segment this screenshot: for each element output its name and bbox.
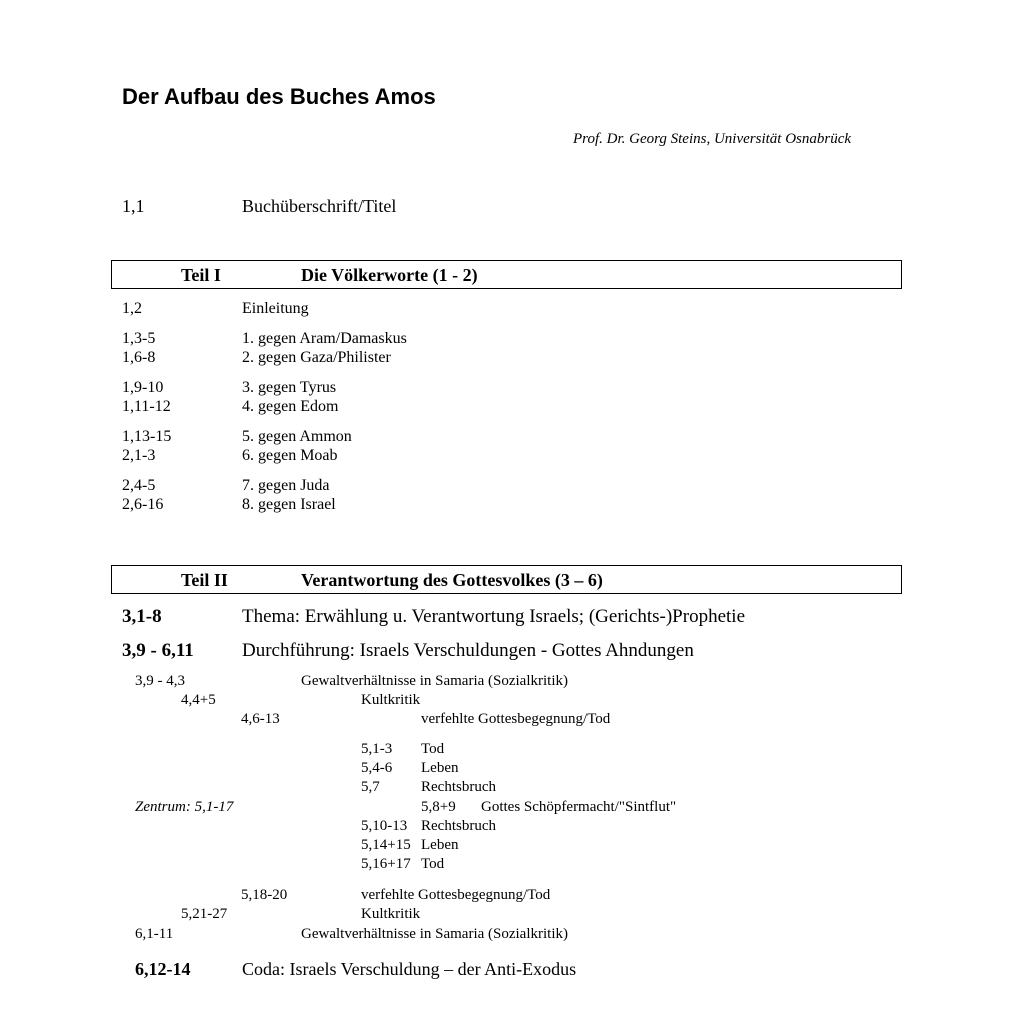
chiasm-ref: 5,10-13 xyxy=(361,818,408,834)
part1-ref: 1,2 xyxy=(122,300,142,317)
part1-ref: 1,13-15 xyxy=(122,428,172,445)
part1-text: 6. gegen Moab xyxy=(242,447,338,464)
chiasm-text: Tod xyxy=(421,856,445,872)
execution-ref: 3,9 - 6,11 xyxy=(122,640,194,661)
chiasm-text: Tod xyxy=(421,741,445,757)
chiasm-ref: 5,4-6 xyxy=(361,760,393,776)
chiasm-ref: 5,8+9 xyxy=(421,799,456,815)
part1-ref: 2,1-3 xyxy=(122,447,156,464)
part1-ref: 1,3-5 xyxy=(122,330,156,347)
part1-header-box xyxy=(111,260,902,289)
chiasm-text: Leben xyxy=(421,837,459,853)
page-title: Der Aufbau des Buches Amos xyxy=(122,84,436,109)
chiasm-text: Kultkritik xyxy=(361,906,421,922)
intro-text: Buchüberschrift/Titel xyxy=(242,196,397,216)
chiasm-text: Kultkritik xyxy=(361,692,421,708)
chiasm-ref: 4,6-13 xyxy=(241,711,280,727)
chiasm-ref: 5,16+17 xyxy=(361,856,411,872)
chiasm-ref: 4,4+5 xyxy=(181,692,216,708)
part1-text: 8. gegen Israel xyxy=(242,496,336,513)
part1-ref: 1,9-10 xyxy=(122,379,164,396)
part1-heading: Die Völkerworte (1 - 2) xyxy=(301,265,478,285)
intro-ref: 1,1 xyxy=(122,196,145,216)
chiasm-text: Rechtsbruch xyxy=(421,779,496,795)
part1-label: Teil I xyxy=(181,265,221,285)
chiasm-text: Leben xyxy=(421,760,459,776)
part2-label: Teil II xyxy=(181,570,228,590)
chiasm-ref: 5,14+15 xyxy=(361,837,411,853)
part1-text: 2. gegen Gaza/Philister xyxy=(242,349,391,366)
theme-text: Thema: Erwählung u. Verantwortung Israels; (Gerichts-)Prophetie xyxy=(242,606,745,627)
part2-header-box xyxy=(111,565,902,594)
chiasm-text: Rechtsbruch xyxy=(421,818,496,834)
chiasm-text: Gewaltverhältnisse in Samaria (Sozialkritik) xyxy=(301,673,569,689)
part1-ref: 2,6-16 xyxy=(122,496,164,513)
part1-ref: 1,6-8 xyxy=(122,349,156,366)
theme-ref: 3,1-8 xyxy=(122,606,162,627)
chiasm-text: verfehlte Gottesbegegnung/Tod xyxy=(361,887,551,903)
chiasm-ref: 6,1-11 xyxy=(135,926,174,942)
center-label: Zentrum: 5,1-17 xyxy=(135,799,234,815)
chiasm-ref: 5,7 xyxy=(361,779,380,795)
part1-ref: 1,11-12 xyxy=(122,398,171,415)
part1-text: 1. gegen Aram/Damaskus xyxy=(242,330,407,347)
coda-ref: 6,12-14 xyxy=(135,959,191,979)
coda-text: Coda: Israels Verschuldung – der Anti-Exodus xyxy=(242,959,577,979)
part1-ref: 2,4-5 xyxy=(122,477,156,494)
chiasm-ref: 5,1-3 xyxy=(361,741,393,757)
part1-text: Einleitung xyxy=(242,300,309,317)
part1-text: 5. gegen Ammon xyxy=(242,428,352,445)
chiasm-ref: 5,21-27 xyxy=(181,906,228,922)
part1-text: 7. gegen Juda xyxy=(242,477,330,494)
chiasm-ref: 3,9 - 4,3 xyxy=(135,673,185,689)
author-line: Prof. Dr. Georg Steins, Universität Osnabrück xyxy=(573,131,852,147)
part1-text: 3. gegen Tyrus xyxy=(242,379,337,396)
execution-text: Durchführung: Israels Verschuldungen - Gottes Ahndungen xyxy=(242,640,694,661)
chiasm-ref: 5,18-20 xyxy=(241,887,288,903)
chiasm-text: verfehlte Gottesbegegnung/Tod xyxy=(421,711,611,727)
chiasm-text: Gottes Schöpfermacht/"Sintflut" xyxy=(481,799,677,815)
part1-text: 4. gegen Edom xyxy=(242,398,339,415)
chiasm-text: Gewaltverhältnisse in Samaria (Sozialkritik) xyxy=(301,926,569,942)
part2-heading: Verantwortung des Gottesvolkes (3 – 6) xyxy=(301,570,603,590)
